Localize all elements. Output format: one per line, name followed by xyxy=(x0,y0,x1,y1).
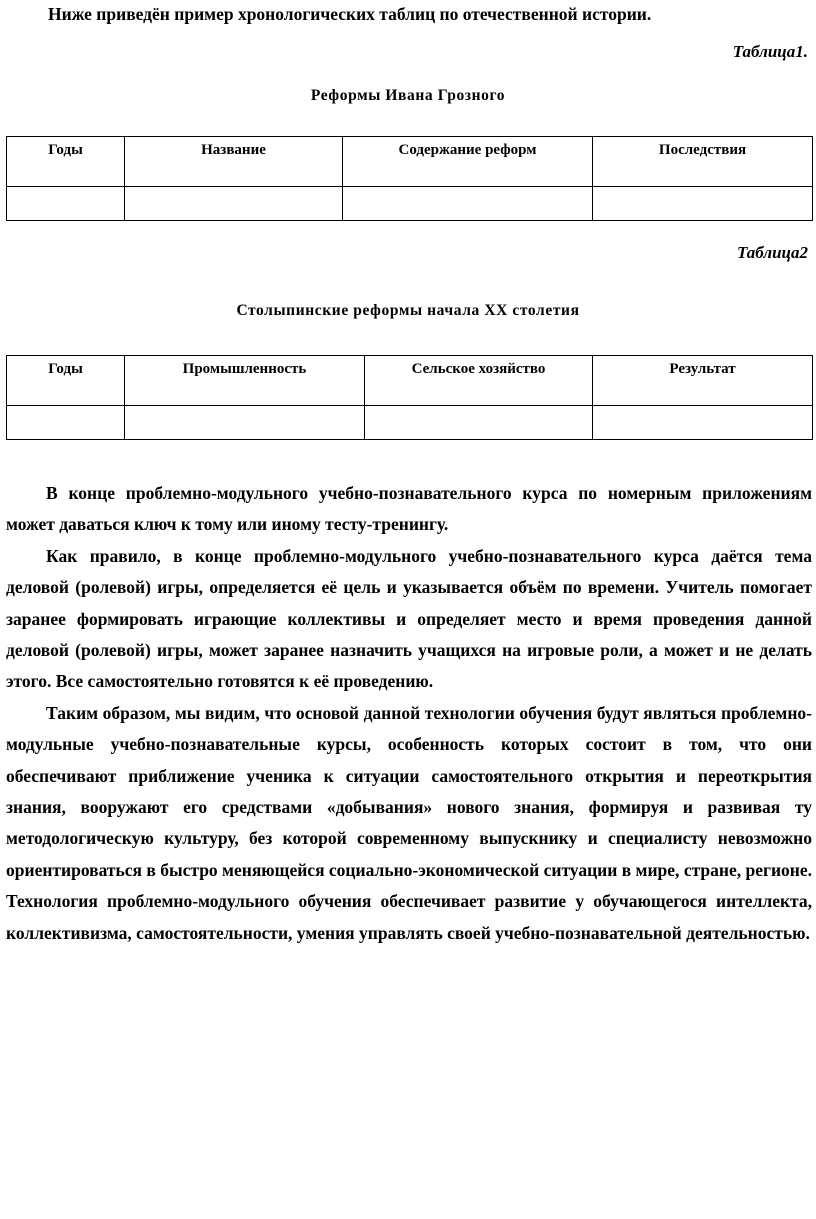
table2-header-cell: Промышленность xyxy=(125,356,365,406)
table1-empty-cell xyxy=(7,187,125,221)
table1-header-cell: Название xyxy=(125,137,343,187)
table1 xyxy=(6,136,813,221)
paragraph: Как правило, в конце проблемно-модульного учебно-познавательного курса даётся тема деловой (ролевой) игры, определяется её цель и указывается объём по времени. Учитель помогает заранее формировать играющие коллективы и определяет место и время проведения данной деловой (ролевой) игры, может заранее назначить учащихся на игровые роли, а может и не делать этого. Все самостоятельно готовятся к её проведению. xyxy=(6,545,812,692)
table2-title: Столыпинские реформы начала XX столетия xyxy=(236,302,580,319)
table2-header-cell: Сельское хозяйство xyxy=(365,356,593,406)
table2-empty-row xyxy=(7,406,813,440)
body-text xyxy=(6,478,812,949)
table1-header-cell: Годы xyxy=(7,137,125,187)
intro-text: Ниже приведён пример хронологических таблиц по отечественной истории. xyxy=(48,4,652,24)
table1-empty-cell xyxy=(593,187,813,221)
table1-title: Реформы Ивана Грозного xyxy=(310,87,506,104)
table2-caption: Таблица2 xyxy=(737,243,808,262)
table2-empty-cell xyxy=(593,406,813,440)
table1-header-row xyxy=(7,137,813,187)
table2-empty-cell xyxy=(365,406,593,440)
table2-header-row xyxy=(7,356,813,406)
table2-empty-cell xyxy=(7,406,125,440)
table2-header-cell: Годы xyxy=(7,356,125,406)
table1-empty-cell xyxy=(343,187,593,221)
table1-empty-cell xyxy=(125,187,343,221)
table1-caption: Таблица1. xyxy=(732,42,808,61)
table2-empty-cell xyxy=(125,406,365,440)
table1-header-cell: Содержание реформ xyxy=(343,137,593,187)
table2-header-cell: Результат xyxy=(593,356,813,406)
table1-empty-row xyxy=(7,187,813,221)
table1-header-cell: Последствия xyxy=(593,137,813,187)
paragraph: В конце проблемно-модульного учебно-познавательного курса по номерным приложениям может даваться ключ к тому или иному тесту-тренингу. xyxy=(6,483,812,535)
table2 xyxy=(6,355,813,440)
paragraph: Таким образом, мы видим, что основой данной технологии обучения будут являться проблемно-модульные учебно-познавательные курсы, особенность которых состоит в том, что они обеспечивают приближение ученика к ситуации самостоятельного открытия и переоткрытия знания, вооружают его средствами «добывания» нового знания, формируя и развивая ту методологическую культуру, без которой современному выпускнику и специалисту невозможно ориентироваться в быстро меняющейся социально-экономической ситуации в мире, стране, регионе. Технология проблемно-модульного обучения обеспечивает развитие у обучающегося интеллекта, коллективизма, самостоятельности, умения управлять своей учебно-познавательной деятельностью. xyxy=(6,702,812,943)
